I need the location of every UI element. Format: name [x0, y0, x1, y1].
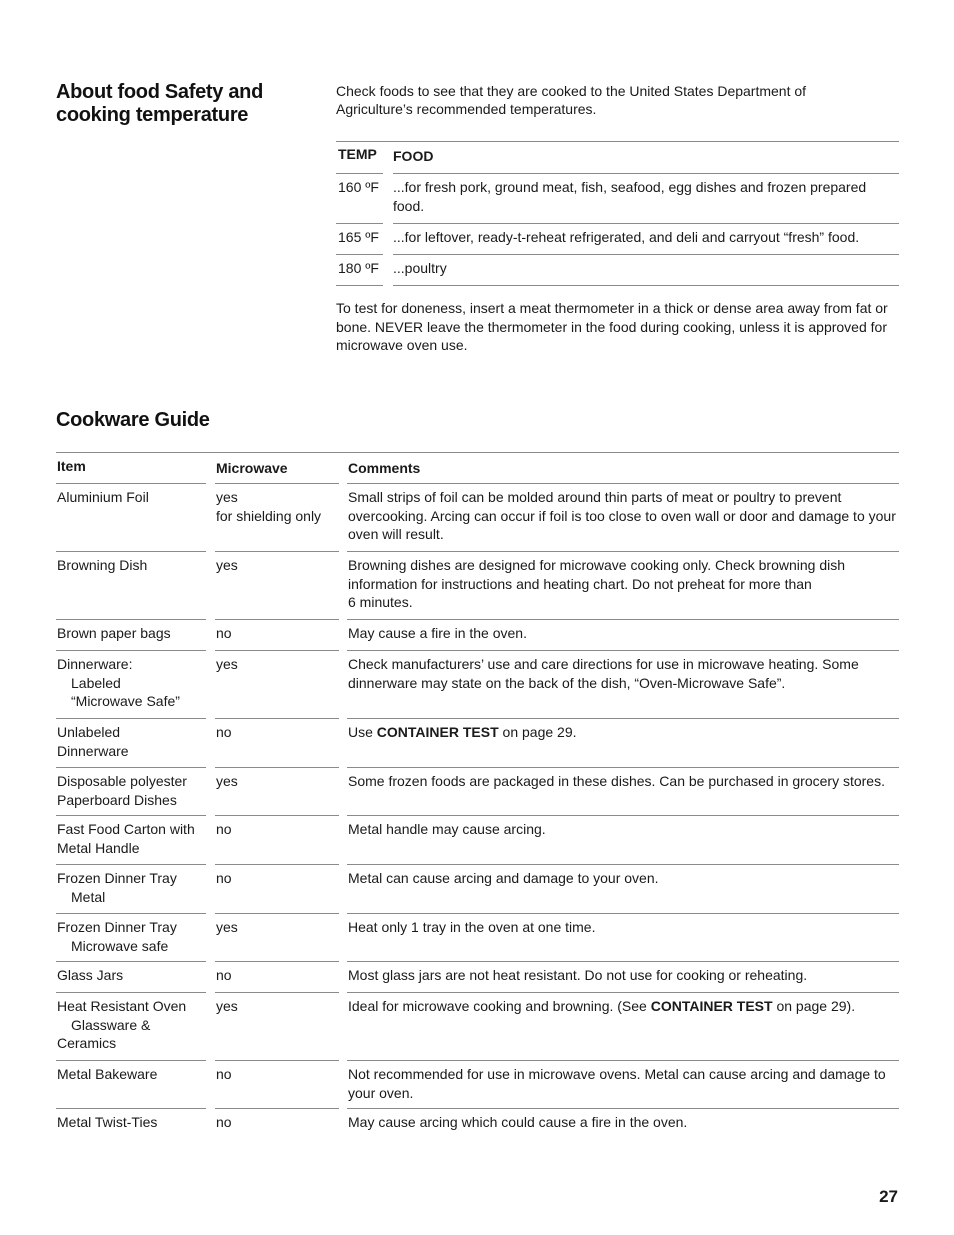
microwave-cell: yes	[215, 651, 339, 719]
microwave-cell: yes	[215, 552, 339, 620]
food-cell: ...for leftover, ready-t-reheat refrigerated, and deli and carryout “fresh” food.	[393, 224, 899, 255]
microwave-cell: no	[215, 620, 339, 651]
food-header: FOOD	[393, 142, 899, 174]
microwave-cell: no	[215, 719, 339, 768]
comment-cell: Check manufacturers’ use and care directions for use in microwave heating. Some dinnerware may state on the back of the dish, “Oven-Microwave Safe”.	[347, 651, 899, 719]
item-cell: Dinnerware: Labeled “Microwave Safe”	[56, 651, 206, 719]
item-cell: Brown paper bags	[56, 620, 206, 651]
microwave-cell: no	[215, 962, 339, 993]
microwave-cell: yes	[215, 914, 339, 962]
table-row	[56, 914, 899, 962]
table-row	[56, 552, 899, 620]
microwave-cell: yes	[215, 993, 339, 1061]
temp-cell: 160 ºF	[336, 174, 383, 224]
temp-cell: 180 ºF	[336, 255, 383, 286]
microwave-cell: yes	[215, 768, 339, 816]
item-cell: Metal Bakeware	[56, 1061, 206, 1109]
table-row	[336, 255, 899, 286]
microwave-cell: yes for shielding only	[215, 484, 339, 552]
table-row	[56, 651, 899, 719]
item-cell: Disposable polyester Paperboard Dishes	[56, 768, 206, 816]
comment-cell: May cause arcing which could cause a fire in the oven.	[348, 1114, 688, 1130]
table-row	[56, 768, 899, 816]
comment-cell: Metal handle may cause arcing.	[347, 816, 899, 865]
comments-header: Comments	[347, 453, 899, 484]
item-cell: Glass Jars	[56, 962, 206, 993]
item-cell: Unlabeled Dinnerware	[56, 719, 206, 768]
safety-heading: About food Safety and cooking temperature	[56, 81, 264, 126]
comment-cell: Browning dishes are designed for microwave cooking only. Check browning dish information for instructions and heating chart. Do not preheat for more than 6 minutes.	[347, 552, 899, 620]
microwave-header: Microwave	[215, 453, 339, 484]
comment-cell: Small strips of foil can be molded around thin parts of meat or poultry to prevent overcooking. Arcing can occur if foil is too close to oven wall or door and damage to your oven will result.	[347, 484, 899, 552]
comment-cell: Ideal for microwave cooking and browning. (See CONTAINER TEST on page 29).	[347, 993, 899, 1061]
microwave-cell: no	[215, 865, 339, 914]
table-row	[336, 174, 899, 224]
table-row	[56, 1109, 899, 1140]
cookware-table	[56, 452, 899, 1140]
microwave-cell: no	[215, 816, 339, 865]
doneness-paragraph: To test for doneness, insert a meat thermometer in a thick or dense area away from fat or bone. NEVER leave the thermometer in the food during cooking, unless it is approved for microwave oven use.	[336, 300, 888, 353]
item-cell: Browning Dish	[56, 552, 206, 620]
container-test-ref: CONTAINER TEST	[650, 998, 773, 1014]
microwave-cell: no	[215, 1061, 339, 1109]
comment-cell: May cause a fire in the oven.	[347, 620, 899, 651]
table-row	[336, 224, 899, 255]
comment-cell: Some frozen foods are packaged in these dishes. Can be purchased in grocery stores.	[347, 768, 899, 816]
comment-cell: Most glass jars are not heat resistant. Do not use for cooking or reheating.	[347, 962, 899, 993]
container-test-ref: CONTAINER TEST	[376, 724, 499, 740]
item-cell: Metal Twist-Ties	[57, 1114, 158, 1130]
comment-cell: Metal can cause arcing and damage to your oven.	[347, 865, 899, 914]
table-row	[56, 962, 899, 993]
table-row	[56, 484, 899, 552]
table-row	[56, 620, 899, 651]
item-cell: Aluminium Foil	[56, 484, 206, 552]
item-cell: Frozen Dinner Tray Microwave safe	[56, 914, 206, 962]
comment-cell: Use CONTAINER TEST on page 29.	[347, 719, 899, 768]
cookware-heading: Cookware Guide	[56, 409, 210, 431]
food-cell: ...for fresh pork, ground meat, fish, seafood, egg dishes and frozen prepared food.	[393, 174, 899, 224]
temperature-table	[336, 141, 899, 286]
comment-cell: Heat only 1 tray in the oven at one time.	[347, 914, 899, 962]
cookware-table-header	[56, 453, 899, 484]
food-cell: ...poultry	[393, 255, 899, 286]
table-row	[56, 993, 899, 1061]
temp-cell: 165 ºF	[336, 224, 383, 255]
item-cell: Fast Food Carton with Metal Handle	[56, 816, 206, 865]
safety-intro: Check foods to see that they are cooked to the United States Department of Agriculture’s recommended temperatures.	[336, 83, 807, 117]
comment-cell: Not recommended for use in microwave ovens. Metal can cause arcing and damage to your oven.	[347, 1061, 899, 1109]
table-row	[56, 719, 899, 768]
table-row	[56, 1061, 899, 1109]
item-header: Item	[56, 453, 206, 484]
temp-header: TEMP	[336, 142, 383, 174]
page-number: 27	[879, 1187, 898, 1206]
microwave-cell: no	[216, 1114, 232, 1130]
table-row	[56, 865, 899, 914]
table-row	[56, 816, 899, 865]
item-cell: Frozen Dinner Tray Metal	[56, 865, 206, 914]
item-cell: Heat Resistant Oven Glassware & Ceramics	[56, 993, 206, 1061]
temperature-table-header	[336, 142, 899, 174]
